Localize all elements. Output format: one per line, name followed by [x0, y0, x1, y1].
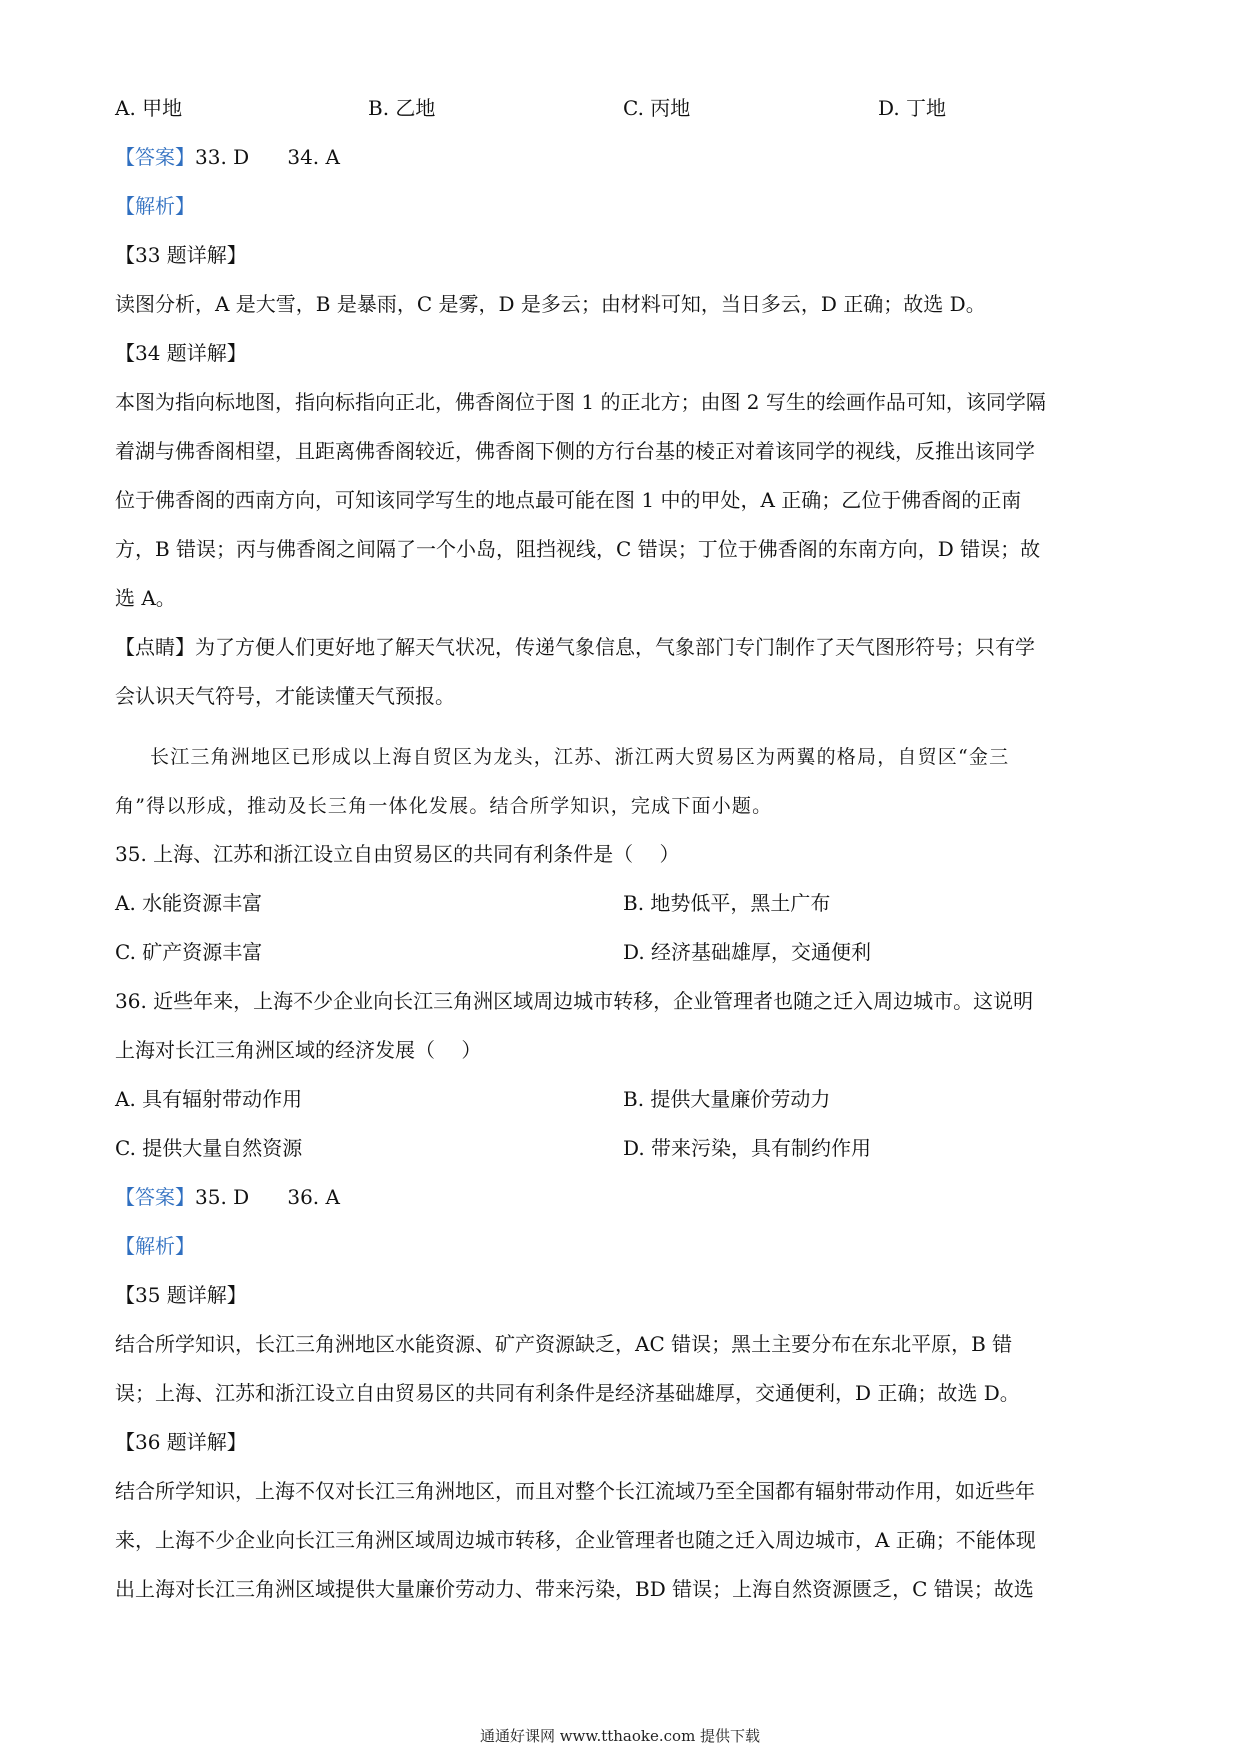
analysis-tag: 【解析】	[115, 1234, 195, 1258]
q36-stem: 上海对长江三角洲区域的经济发展（ ）	[115, 1038, 482, 1062]
q34-line: 本图为指向标地图，指向标指向正北，佛香阁位于图 1 的正北方；由图 2 写生的绘画作品可知，该同学隔	[115, 390, 1046, 414]
option-c: C. 丙地	[623, 96, 691, 120]
option-a: A. 甲地	[115, 96, 183, 120]
q34-line: 方，B 错误；丙与佛香阁之间隔了一个小岛，阻挡视线，C 错误；丁位于佛香阁的东南方向，D 错误；故	[115, 537, 1041, 561]
q36-stem: 36. 近些年来，上海不少企业向长江三角洲区域周边城市转移，企业管理者也随之迁入周边城市。这说明	[115, 989, 1034, 1013]
passage-line: 长江三角洲地区已形成以上海自贸区为龙头，江苏、浙江两大贸易区为两翼的格局，自贸区“金三	[150, 746, 1010, 768]
option-b: B. 乙地	[368, 96, 436, 120]
q36-option-b: B. 提供大量廉价劳动力	[623, 1087, 831, 1111]
q35-line: 误；上海、江苏和浙江设立自由贸易区的共同有利条件是经济基础雄厚，交通便利，D 正确；故选 D。	[115, 1381, 1020, 1405]
q35-stem: 35. 上海、江苏和浙江设立自由贸易区的共同有利条件是（ ）	[115, 842, 680, 866]
answer-tag: 【答案】	[115, 1185, 195, 1209]
q36-option-c: C. 提供大量自然资源	[115, 1136, 303, 1160]
q36-line: 来，上海不少企业向长江三角洲区域周边城市转移，企业管理者也随之迁入周边城市，A 正确；不能体现	[115, 1528, 1036, 1552]
q35-option-c: C. 矿产资源丰富	[115, 940, 263, 964]
answer-line-1	[115, 145, 340, 169]
q34-heading: 【34 题详解】	[115, 341, 247, 365]
q36-line: 结合所学知识，上海不仅对长江三角洲地区，而且对整个长江流域乃至全国都有辐射带动作用，如近些年	[115, 1479, 1035, 1503]
q33-explanation: 读图分析，A 是大雪，B 是暴雨，C 是雾，D 是多云；由材料可知，当日多云，D 正确；故选 D。	[115, 292, 986, 316]
q34-line: 着湖与佛香阁相望，且距离佛香阁较近，佛香阁下侧的方行台基的棱正对着该同学的视线，反推出该同学	[115, 439, 1035, 463]
dianjing-line: 【点睛】为了方便人们更好地了解天气状况，传递气象信息，气象部门专门制作了天气图形符号；只有学	[115, 635, 1035, 659]
answer-line-2	[115, 1185, 340, 1209]
q35-line: 结合所学知识，长江三角洲地区水能资源、矿产资源缺乏，AC 错误；黑土主要分布在东北平原，B 错	[115, 1332, 1013, 1356]
passage-line: 角”得以形成，推动及长三角一体化发展。结合所学知识，完成下面小题。	[115, 795, 773, 817]
analysis-tag: 【解析】	[115, 194, 195, 218]
dianjing-line: 会认识天气符号，才能读懂天气预报。	[115, 684, 455, 708]
q34-line: 位于佛香阁的西南方向，可知该同学写生的地点最可能在图 1 中的甲处，A 正确；乙位于佛香阁的正南	[115, 488, 1022, 512]
q36-heading: 【36 题详解】	[115, 1430, 247, 1454]
q35-option-a: A. 水能资源丰富	[115, 891, 263, 915]
q35-option-b: B. 地势低平，黑土广布	[623, 891, 831, 915]
q35-heading: 【35 题详解】	[115, 1283, 247, 1307]
q36-option-d: D. 带来污染，具有制约作用	[623, 1136, 872, 1160]
q35-option-d: D. 经济基础雄厚，交通便利	[623, 940, 872, 964]
q33-heading: 【33 题详解】	[115, 243, 247, 267]
footer-source: 通通好课网 www.tthaoke.com 提供下载	[479, 1727, 761, 1745]
answer-tag: 【答案】	[115, 145, 195, 169]
answer-text: 35. D 36. A	[195, 1185, 340, 1209]
q36-option-a: A. 具有辐射带动作用	[115, 1087, 303, 1111]
q34-line: 选 A。	[115, 586, 176, 610]
q36-line: 出上海对长江三角洲区域提供大量廉价劳动力、带来污染，BD 错误；上海自然资源匮乏，C 错误；故选	[115, 1577, 1034, 1601]
answer-text: 33. D 34. A	[195, 145, 340, 169]
option-d: D. 丁地	[878, 96, 947, 120]
